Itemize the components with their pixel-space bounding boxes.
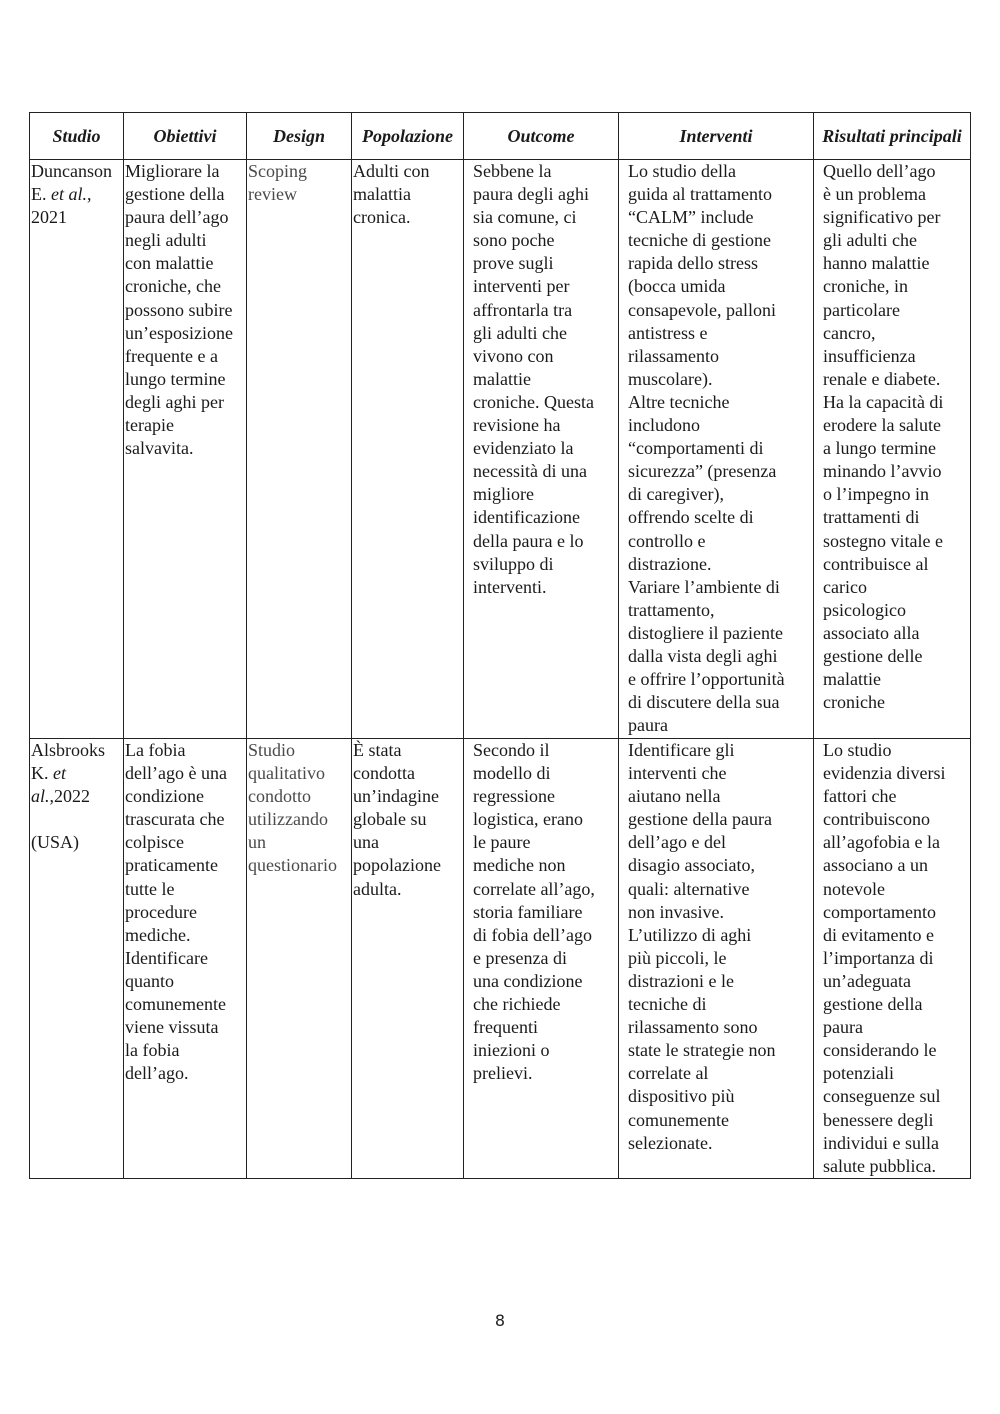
cell-interventi bbox=[619, 739, 814, 1179]
cell-text-line: Identificare gli bbox=[628, 740, 735, 760]
header-risultati: Risultati principali bbox=[814, 113, 971, 160]
header-outcome: Outcome bbox=[464, 113, 619, 160]
cell-text-line: contribuisce al bbox=[823, 553, 929, 574]
cell-text-line: Quello dell’ago bbox=[823, 161, 936, 181]
cell-text-line: croniche, che bbox=[125, 276, 221, 297]
studio-line bbox=[31, 183, 123, 206]
cell-text-line: procedure bbox=[125, 901, 197, 922]
studio-line bbox=[31, 785, 123, 808]
cell-text-line: migliore bbox=[473, 484, 534, 505]
cell-text-line: un bbox=[248, 832, 266, 853]
studio-line bbox=[31, 206, 123, 229]
cell-text-line: salvavita. bbox=[125, 438, 194, 459]
cell-text-line: interventi. bbox=[473, 576, 547, 597]
cell-text-line: malattie bbox=[823, 669, 881, 690]
cell-text-line: rapida dello stress bbox=[628, 253, 758, 274]
cell-text-line: Altre tecniche bbox=[628, 391, 730, 412]
cell-text-line: questionario bbox=[248, 855, 337, 876]
cell-text-line: Sebbene la bbox=[473, 161, 552, 181]
cell-text-line: gli adulti che bbox=[823, 230, 917, 251]
cell-text-line: utilizzando bbox=[248, 809, 328, 830]
cell-text-line: state le strategie non bbox=[628, 1040, 776, 1061]
cell-text-line: dell’ago è una bbox=[125, 763, 227, 784]
cell-text-line: gestione della bbox=[823, 994, 923, 1015]
cell-text-line: Lo studio bbox=[823, 740, 892, 760]
cell-text-line: tecniche di bbox=[628, 994, 707, 1015]
cell-text-line: e presenza di bbox=[473, 947, 567, 968]
cell-text-line: distogliere il paziente bbox=[628, 622, 783, 643]
cell-text-line: minando l’avvio bbox=[823, 461, 942, 482]
cell-studio bbox=[30, 160, 124, 739]
cell-text-line: tecniche di gestione bbox=[628, 230, 771, 251]
cell-text-line: gestione della bbox=[125, 184, 225, 205]
cell-text-line: considerando le bbox=[823, 1040, 937, 1061]
studio-etal: al. bbox=[31, 786, 50, 807]
header-interventi: Interventi bbox=[619, 113, 814, 160]
cell-text-line: un’esposizione bbox=[125, 322, 233, 343]
cell-text-line: cancro, bbox=[823, 322, 876, 343]
cell-text-line: includono bbox=[628, 415, 700, 436]
cell-text-line: “comportamenti di bbox=[628, 438, 764, 459]
cell-text-line: evidenzia diversi bbox=[823, 763, 946, 784]
cell-text-line: Secondo il bbox=[473, 740, 550, 760]
cell-text-line: quanto bbox=[125, 970, 174, 991]
studio-initial: K. bbox=[31, 763, 49, 784]
studio-etal-suffix: , bbox=[87, 184, 92, 205]
cell-text-line: fattori che bbox=[823, 786, 897, 807]
cell-text-line: comportamento bbox=[823, 901, 936, 922]
cell-text-line: disagio associato, bbox=[628, 855, 755, 876]
studies-table bbox=[29, 112, 971, 1179]
cell-text-line: iniezioni o bbox=[473, 1040, 550, 1061]
cell-text-line: interventi per bbox=[473, 276, 570, 297]
cell-text-line: paura dell’ago bbox=[125, 207, 229, 228]
cell-text-line: paura degli aghi bbox=[473, 184, 589, 205]
cell-text-line: viene vissuta bbox=[125, 1017, 219, 1038]
cell-text-line: Adulti con bbox=[353, 161, 430, 181]
cell-text-line: popolazione bbox=[353, 855, 441, 876]
cell-text-line: di fobia dell’ago bbox=[473, 924, 592, 945]
cell-text-line: malattie bbox=[473, 368, 531, 389]
cell-text-line: benessere degli bbox=[823, 1109, 934, 1130]
cell-text-line: interventi che bbox=[628, 763, 727, 784]
cell-text-line: di caregiver), bbox=[628, 484, 724, 505]
cell-text-line: Variare l’ambiente di bbox=[628, 576, 780, 597]
cell-text-line: frequente e a bbox=[125, 345, 218, 366]
cell-text-line: adulta. bbox=[353, 878, 402, 899]
cell-text-line: comunemente bbox=[125, 994, 226, 1015]
cell-text-line: sicurezza” (presenza bbox=[628, 461, 777, 482]
cell-text-line: muscolare). bbox=[628, 368, 713, 389]
cell-text-line: o l’impegno in bbox=[823, 484, 929, 505]
cell-text-line: tutte le bbox=[125, 878, 175, 899]
cell-text-line: erodere la salute bbox=[823, 415, 941, 436]
cell-text-line: sono poche bbox=[473, 230, 555, 251]
cell-text-line: regressione bbox=[473, 786, 555, 807]
cell-text-line: Studio bbox=[248, 740, 296, 760]
studio-line bbox=[31, 831, 123, 854]
cell-text-line: l’importanza di bbox=[823, 947, 934, 968]
page-number: 8 bbox=[494, 1311, 506, 1330]
cell-text-line: potenziali bbox=[823, 1063, 894, 1084]
cell-text-line: offrendo scelte di bbox=[628, 507, 754, 528]
cell-popolazione bbox=[352, 160, 464, 739]
cell-text-line: insufficienza bbox=[823, 345, 916, 366]
cell-design bbox=[247, 739, 352, 1179]
cell-text-line: gestione della paura bbox=[628, 809, 772, 830]
cell-text-line: trattamenti di bbox=[823, 507, 920, 528]
cell-text-line: dispositivo più bbox=[628, 1086, 735, 1107]
cell-text-line: gli adulti che bbox=[473, 322, 567, 343]
cell-text-line: trattamento, bbox=[628, 599, 715, 620]
cell-text-line: storia familiare bbox=[473, 901, 583, 922]
cell-text-line: di evitamento e bbox=[823, 924, 934, 945]
cell-text-line: psicologico bbox=[823, 599, 906, 620]
cell-text-line: negli adulti bbox=[125, 230, 207, 251]
cell-text-line: contribuiscono bbox=[823, 809, 930, 830]
cell-text-line: necessità di una bbox=[473, 461, 587, 482]
cell-design bbox=[247, 160, 352, 739]
cell-text-line: paura bbox=[823, 1017, 863, 1038]
table-row bbox=[30, 739, 971, 1179]
cell-text-line: dell’ago e del bbox=[628, 832, 726, 853]
studio-etal: et bbox=[53, 763, 66, 784]
cell-text-line: rilassamento sono bbox=[628, 1017, 758, 1038]
cell-text-line: aiutano nella bbox=[628, 786, 721, 807]
cell-text-line: Ha la capacità di bbox=[823, 391, 944, 412]
cell-text-line: selezionate. bbox=[628, 1132, 713, 1153]
cell-text-line: trascurata che bbox=[125, 809, 225, 830]
cell-text-line: malattia bbox=[353, 184, 411, 205]
cell-text-line: paura bbox=[628, 715, 668, 736]
cell-text-line: rilassamento bbox=[628, 345, 719, 366]
cell-text-line: dell’ago. bbox=[125, 1063, 189, 1084]
cell-interventi bbox=[619, 160, 814, 739]
cell-text-line: quali: alternative bbox=[628, 878, 750, 899]
cell-outcome bbox=[464, 739, 619, 1179]
cell-text-line: “CALM” include bbox=[628, 207, 754, 228]
cell-text-line: guida al trattamento bbox=[628, 184, 772, 205]
cell-text-line: Migliorare la bbox=[125, 161, 220, 181]
header-popolazione: Popolazione bbox=[352, 113, 464, 160]
cell-text-line: controllo e bbox=[628, 530, 706, 551]
cell-text-line: Lo studio della bbox=[628, 161, 736, 181]
cell-text-line: degli aghi per bbox=[125, 391, 224, 412]
cell-text-line: particolare bbox=[823, 299, 900, 320]
cell-text-line: sia comune, ci bbox=[473, 207, 577, 228]
cell-text-line: frequenti bbox=[473, 1017, 538, 1038]
cell-text-line: le paure bbox=[473, 832, 531, 853]
cell-text-line: all’agofobia e la bbox=[823, 832, 940, 853]
cell-text-line: una condizione bbox=[473, 970, 583, 991]
cell-obiettivi bbox=[124, 160, 247, 739]
header-design: Design bbox=[247, 113, 352, 160]
studio-line bbox=[31, 160, 123, 183]
cell-text-line: sostegno vitale e bbox=[823, 530, 943, 551]
cell-text-line: più piccoli, le bbox=[628, 947, 727, 968]
cell-text-line: antistress e bbox=[628, 322, 708, 343]
cell-text-line: condizione bbox=[125, 786, 204, 807]
cell-text-line: La fobia bbox=[125, 740, 186, 760]
cell-text-line: (bocca umida bbox=[628, 276, 726, 297]
cell-text-line: non invasive. bbox=[628, 901, 724, 922]
studio-year: ,2022 bbox=[49, 786, 91, 807]
cell-text-line: la fobia bbox=[125, 1040, 180, 1061]
cell-text-line: salute pubblica. bbox=[823, 1155, 936, 1176]
cell-studio bbox=[30, 739, 124, 1179]
cell-text-line: sviluppo di bbox=[473, 553, 554, 574]
table-header-row bbox=[30, 113, 971, 160]
table-row bbox=[30, 160, 971, 739]
studio-line bbox=[31, 762, 123, 785]
cell-text-line: un’indagine bbox=[353, 786, 439, 807]
cell-text-line: prelievi. bbox=[473, 1063, 533, 1084]
studio-author: Duncanson bbox=[31, 161, 112, 181]
cell-text-line: a lungo termine bbox=[823, 438, 936, 459]
cell-text-line: identificazione bbox=[473, 507, 580, 528]
cell-text-line: distrazioni e le bbox=[628, 970, 734, 991]
studio-year: 2021 bbox=[31, 207, 67, 228]
cell-text-line: logistica, erano bbox=[473, 809, 583, 830]
cell-text-line: possono subire bbox=[125, 299, 233, 320]
cell-text-line: prove sugli bbox=[473, 253, 554, 274]
cell-text-line: Identificare bbox=[125, 947, 208, 968]
cell-text-line: notevole bbox=[823, 878, 885, 899]
cell-text-line: correlate all’ago, bbox=[473, 878, 595, 899]
cell-text-line: comunemente bbox=[628, 1109, 729, 1130]
cell-text-line: hanno malattie bbox=[823, 253, 930, 274]
cell-text-line: consapevole, palloni bbox=[628, 299, 776, 320]
cell-text-line: Scoping bbox=[248, 161, 308, 181]
cell-text-line: conseguenze sul bbox=[823, 1086, 941, 1107]
header-obiettivi: Obiettivi bbox=[124, 113, 247, 160]
cell-text-line: di discutere della sua bbox=[628, 692, 780, 713]
studio-initial: E. bbox=[31, 184, 47, 205]
cell-text-line: mediche non bbox=[473, 855, 566, 876]
studio-author: Alsbrooks bbox=[31, 740, 106, 760]
cell-text-line: mediche. bbox=[125, 924, 191, 945]
cell-text-line: è un problema bbox=[823, 184, 926, 205]
cell-text-line: vivono con bbox=[473, 345, 554, 366]
cell-text-line: revisione ha bbox=[473, 415, 561, 436]
cell-text-line: correlate al bbox=[628, 1063, 709, 1084]
cell-text-line: terapie bbox=[125, 415, 174, 436]
cell-text-line: cronica. bbox=[353, 207, 411, 228]
cell-text-line: L’utilizzo di aghi bbox=[628, 924, 752, 945]
cell-text-line: che richiede bbox=[473, 994, 561, 1015]
cell-text-line: globale su bbox=[353, 809, 427, 830]
cell-obiettivi bbox=[124, 739, 247, 1179]
cell-text-line: review bbox=[248, 184, 297, 205]
cell-text-line: associato alla bbox=[823, 622, 920, 643]
cell-outcome bbox=[464, 160, 619, 739]
cell-text-line: una bbox=[353, 832, 379, 853]
cell-text-line: gestione delle bbox=[823, 645, 923, 666]
cell-text-line: croniche, in bbox=[823, 276, 908, 297]
cell-text-line: colpisce bbox=[125, 832, 184, 853]
cell-text-line: renale e diabete. bbox=[823, 368, 941, 389]
cell-text-line: lungo termine bbox=[125, 368, 226, 389]
cell-text-line: praticamente bbox=[125, 855, 218, 876]
cell-popolazione bbox=[352, 739, 464, 1179]
cell-text-line: condotta bbox=[353, 763, 415, 784]
cell-text-line: evidenziato la bbox=[473, 438, 574, 459]
cell-text-line: associano a un bbox=[823, 855, 928, 876]
studio-country: (USA) bbox=[31, 832, 79, 853]
studio-etal: et al. bbox=[51, 184, 87, 205]
header-studio: Studio bbox=[30, 113, 124, 160]
cell-text-line: significativo per bbox=[823, 207, 941, 228]
cell-text-line: condotto bbox=[248, 786, 311, 807]
cell-text-line: croniche. Questa bbox=[473, 391, 594, 412]
cell-text-line: affrontarla tra bbox=[473, 299, 573, 320]
cell-text-line: croniche bbox=[823, 692, 885, 713]
cell-text-line: carico bbox=[823, 576, 867, 597]
cell-text-line: con malattie bbox=[125, 253, 214, 274]
cell-text-line: un’adeguata bbox=[823, 970, 911, 991]
cell-risultati bbox=[814, 739, 971, 1179]
cell-text-line: È stata bbox=[353, 740, 402, 760]
cell-text-line: modello di bbox=[473, 763, 551, 784]
cell-text-line: della paura e lo bbox=[473, 530, 584, 551]
cell-text-line: individui e sulla bbox=[823, 1132, 939, 1153]
cell-risultati bbox=[814, 160, 971, 739]
cell-text-line: qualitativo bbox=[248, 763, 325, 784]
cell-text-line: distrazione. bbox=[628, 553, 712, 574]
cell-text-line: dalla vista degli aghi bbox=[628, 645, 778, 666]
cell-text-line: e offrire l’opportunità bbox=[628, 669, 785, 690]
studio-line bbox=[31, 808, 123, 831]
studio-line bbox=[31, 739, 123, 762]
